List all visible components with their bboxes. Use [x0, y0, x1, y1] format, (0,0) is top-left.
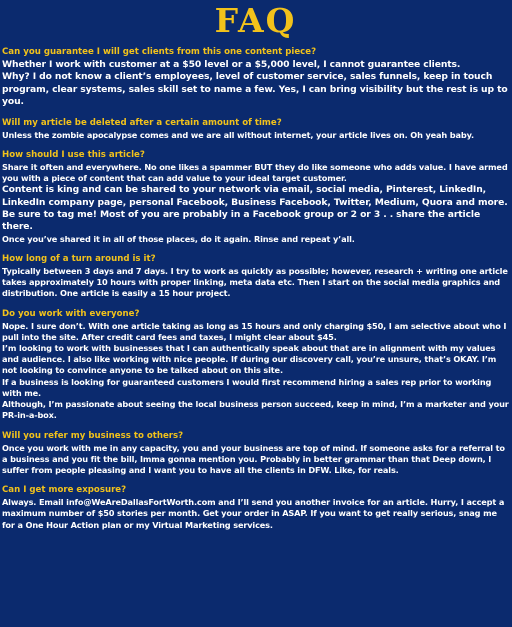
faq-answer-paragraph: I’m looking to work with businesses that I can authentically speak about that are in alignment with my values and audience. I also like working with nice people. If during our discovery call, you’re unsure, that’s OKAY. I’m not looking to convince anyone to be talked about on this site.	[2, 343, 497, 376]
faq-item	[2, 309, 509, 422]
faq-answer-paragraph: Content is king and can be shared to your network via email, social media, Pinterest, LinkedIn, LinkedIn company page, personal Facebook, Business Facebook, Twitter, Medium, Quora and more. Be sure to tag me! Most of you are probably in a Facebook group or 2 or 3 . . share the article there.	[2, 184, 508, 233]
faq-question: How should I use this article?	[2, 149, 145, 160]
faq-answer-paragraph: Typically between 3 days and 7 days. I try to work as quickly as possible; however, research + writing one article takes approximately 10 hours with proper linking, meta data etc. Then I start on the social media graphics and distribution. One article is easily a 15 hour project.	[2, 266, 508, 299]
faq-answer-paragraph: Always. Email info@WeAreDallasFortWorth.com and I’ll send you another invoice for an article. Hurry, I accept a maximum number of $50 stories per month. Get your order in ASAP. If you want to get really serious, snag me for a One Hour Action plan or my Virtual Marketing services.	[2, 497, 505, 530]
faq-item	[2, 254, 509, 300]
faq-answer-paragraph: Whether I work with customer at a $50 level or a $5,000 level, I cannot guarantee clients.	[2, 59, 461, 70]
faq-question: Will my article be deleted after a certain amount of time?	[2, 117, 282, 128]
faq-item	[2, 47, 509, 109]
faq-answer-paragraph: Unless the zombie apocalypse comes and we are all without internet, your article lives on. Oh yeah baby.	[2, 129, 474, 140]
faq-answer-paragraph: If a business is looking for guaranteed customers I would first recommend hiring a sales rep prior to working with me.	[2, 376, 492, 398]
faq-question: Can I get more exposure?	[2, 485, 127, 496]
faq-answer-paragraph: Once you’ve shared it in all of those places, do it again. Rinse and repeat y’all.	[2, 233, 355, 244]
faq-answer-paragraph: Nope. I sure don’t. With one article taking as long as 15 hours and only charging $50, I am selective about who I pull into the site. After credit card fees and taxes, I might clear about $45.	[2, 320, 507, 342]
faq-answer-paragraph: Although, I’m passionate about seeing the local business person succeed, keep in mind, I’m a marketer and your PR-in-a-box.	[2, 399, 509, 421]
faq-answer-paragraph: Once you work with me in any capacity, you and your business are top of mind. If someone asks for a referral to a business and you fit the bill, Imma gonna mention you. Probably in better grammar than that Deep down, I suffer from people pleasing and I want you to have all the clients in DFW. Like, for reals.	[2, 442, 505, 475]
faq-question: Can you guarantee I will get clients from this one content piece?	[2, 47, 317, 57]
faq-item	[2, 150, 509, 245]
faq-question: How long of a turn around is it?	[2, 254, 156, 265]
faq-question: Do you work with everyone?	[2, 308, 140, 319]
faq-item	[2, 431, 509, 477]
faq-list	[2, 47, 509, 531]
faq-question: Will you refer my business to others?	[2, 430, 184, 441]
faq-item	[2, 118, 509, 141]
faq-answer-paragraph: Share it often and everywhere. No one likes a spammer BUT they do like someone who adds value. I have armed you with a piece of content that can add value to your ideal target customer.	[2, 161, 508, 184]
page-title: FAQ	[214, 1, 297, 40]
faq-item	[2, 485, 509, 531]
faq-answer-paragraph: Why? I do not know a client’s employees, level of customer service, sales funnels, keep in touch program, clear systems, sales skill set to name a few. Yes, I can bring visibility but the rest is up to you.	[2, 71, 508, 108]
